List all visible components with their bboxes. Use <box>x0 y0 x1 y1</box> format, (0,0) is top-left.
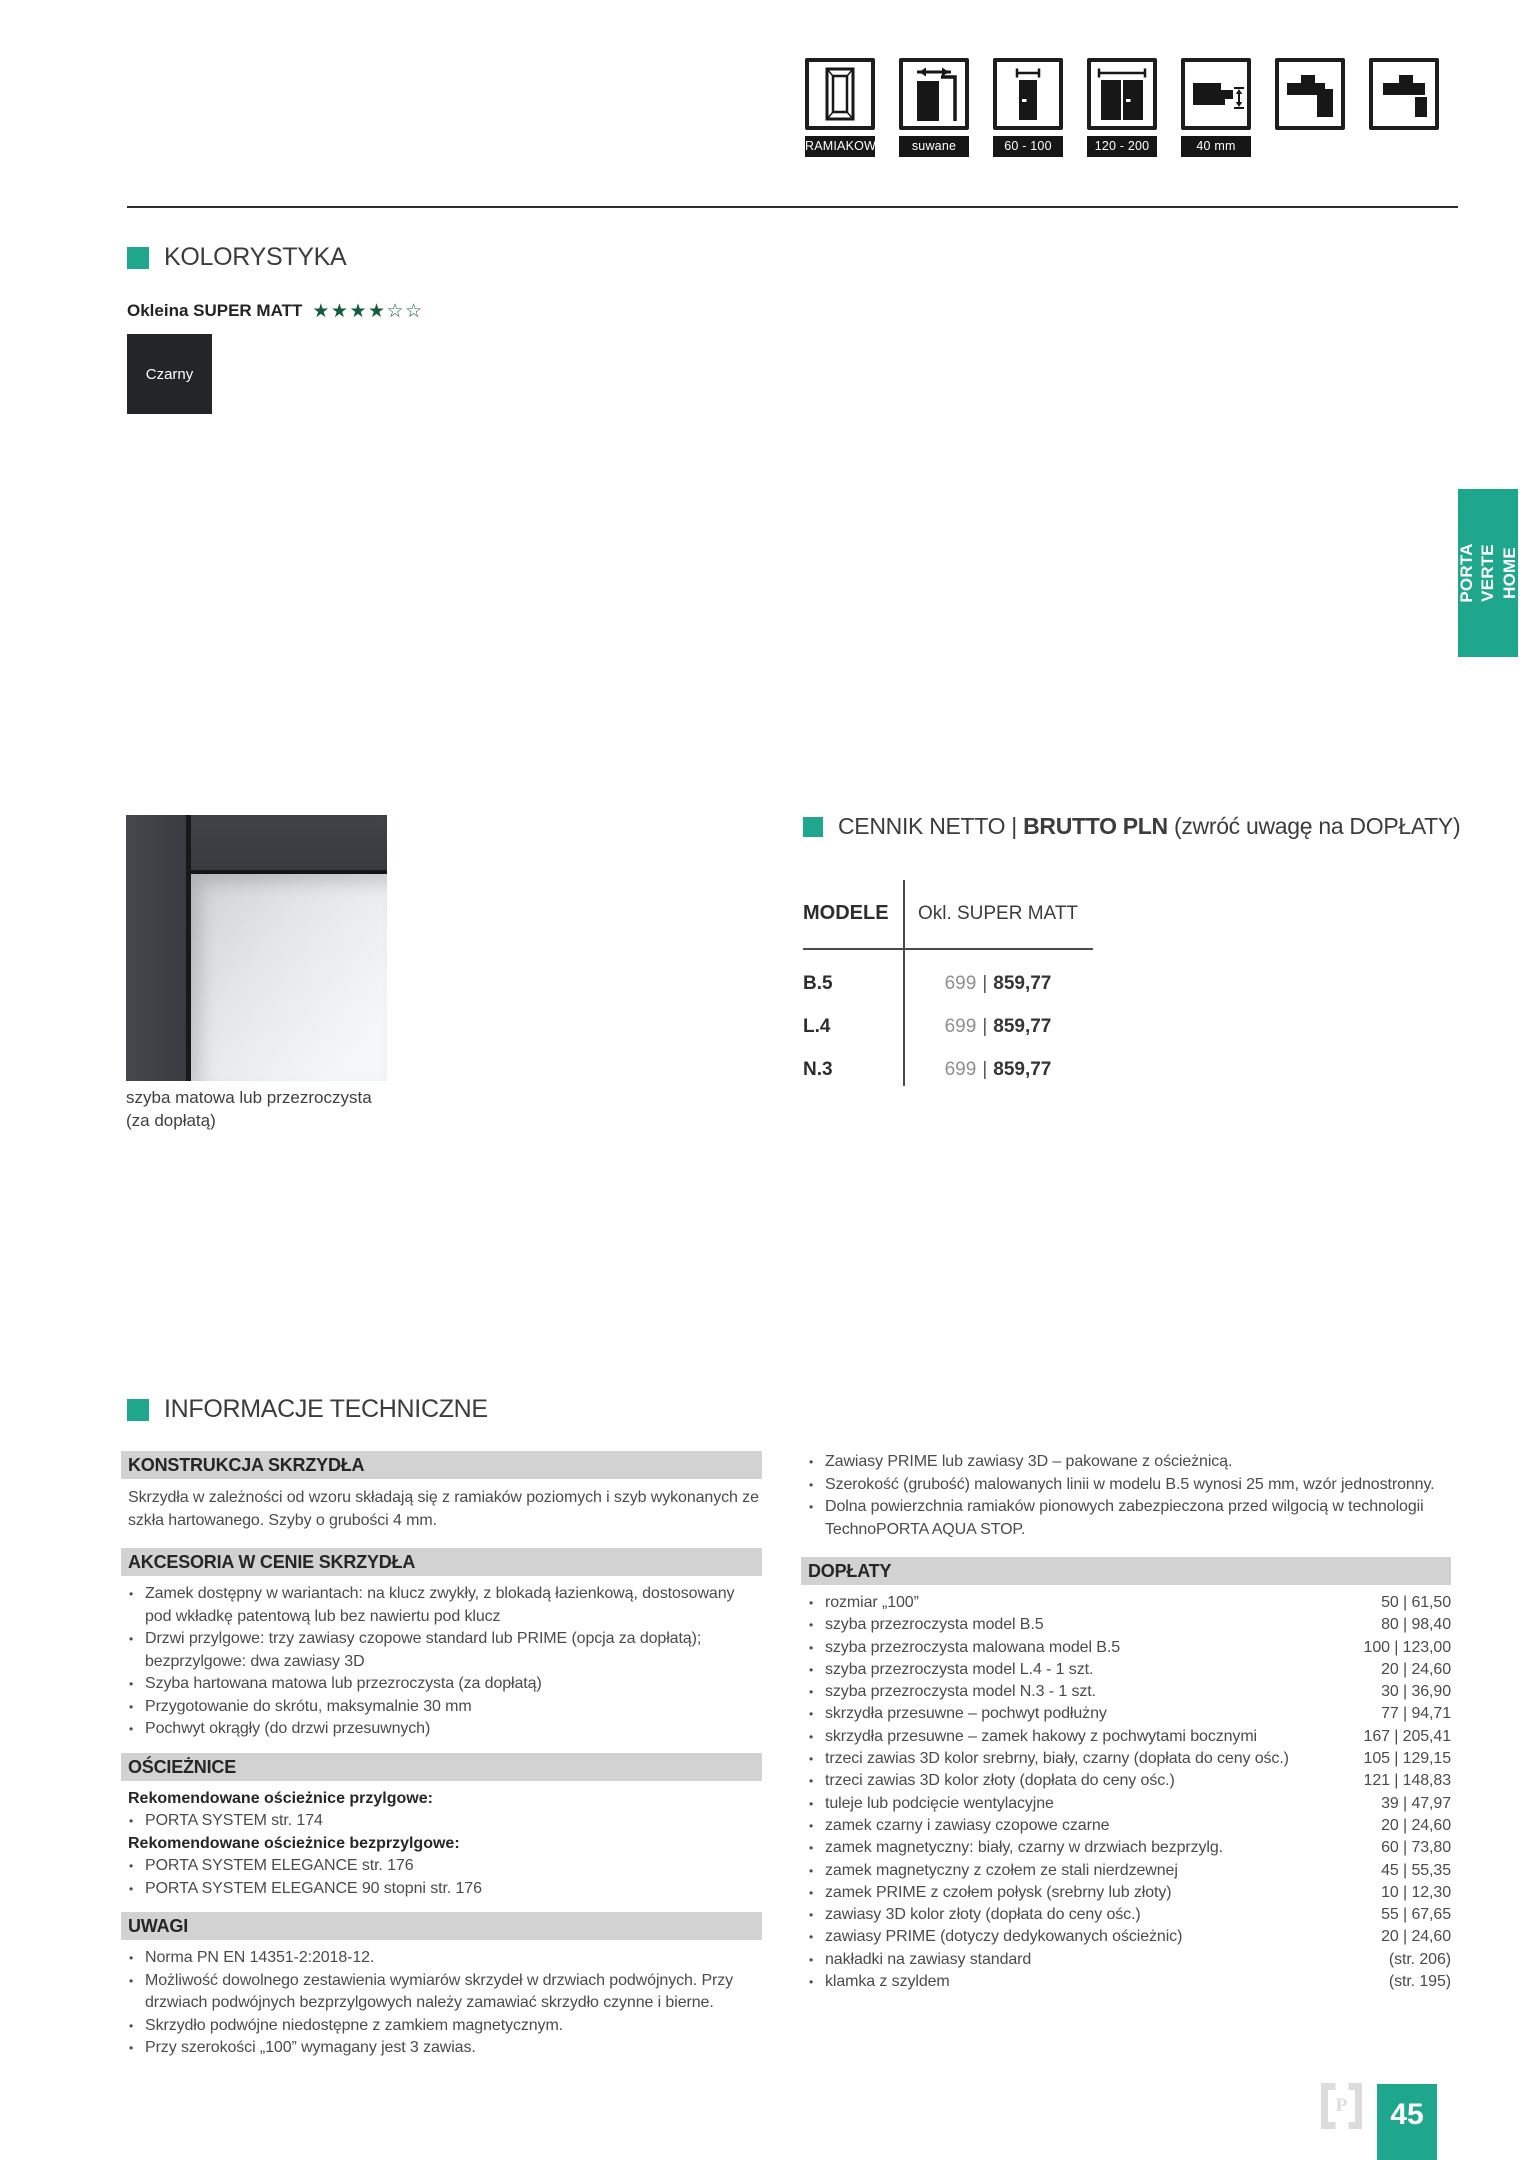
model-cell: L.4 <box>803 1015 831 1037</box>
door-left-stile <box>126 815 186 1081</box>
door-glass-pane <box>191 874 387 1081</box>
list-item: • PORTA SYSTEM ELEGANCE str. 176 <box>128 1855 762 1878</box>
doplaty-price: 80 | 98,40 <box>1381 1616 1451 1634</box>
doplaty-price: 20 | 24,60 <box>1381 1816 1451 1834</box>
banner-doplaty: DOPŁATY <box>801 1557 1451 1585</box>
doplaty-price: 10 | 12,30 <box>1381 1883 1451 1901</box>
doplaty-label: • trzeci zawias 3D kolor srebrny, biały, czarny (dopłata do ceny ośc.) <box>808 1748 1289 1770</box>
veneer-rating-line <box>127 301 424 321</box>
doplaty-row <box>808 1637 1451 1659</box>
list-item: • Zamek dostępny w wariantach: na klucz zwykły, z blokadą łazienkową, dostosowany pod wkładkę patentową lub bez nawiertu pod klucz <box>128 1583 762 1628</box>
stars-filled: ★★★★ <box>312 300 387 322</box>
side-tab-line1: PORTA VERTE <box>1457 543 1498 603</box>
banner-akcesoria: AKCESORIA W CENIE SKRZYDŁA <box>121 1548 762 1576</box>
price-separator: | <box>982 1015 988 1037</box>
section-divider-line <box>127 206 1458 208</box>
price-cell <box>903 1016 1093 1038</box>
doplaty-price: 167 | 205,41 <box>1363 1727 1451 1745</box>
door-feature-icons-row <box>805 58 1439 157</box>
doplaty-label: • zamek magnetyczny z czołem ze stali nierdzewnej <box>808 1860 1178 1882</box>
table-row <box>803 1048 1093 1091</box>
section-accent-square <box>127 1399 149 1421</box>
doplaty-price: 121 | 148,83 <box>1363 1772 1451 1790</box>
doplaty-row <box>808 1860 1451 1882</box>
model-cell: B.5 <box>803 972 833 994</box>
doplaty-row <box>808 1703 1451 1725</box>
section-title: INFORMACJE TECHNICZNE <box>164 1395 488 1423</box>
doplaty-price: (str. 206) <box>1388 1950 1451 1968</box>
oscieznice-group2-title: Rekomendowane ościeżnice bezprzylgowe: <box>128 1834 460 1852</box>
doplaty-label: • nakładki na zawiasy standard <box>808 1949 1031 1971</box>
doplaty-list <box>808 1592 1451 1993</box>
gross-price: 859,77 <box>993 972 1052 994</box>
doplaty-row <box>808 1882 1451 1904</box>
doplaty-row <box>808 1770 1451 1792</box>
door-stile-seam <box>186 815 191 1081</box>
series-side-tab <box>1458 489 1518 657</box>
section-title: KOLORYSTYKA <box>164 243 347 271</box>
frame-construction-icon <box>805 58 875 130</box>
cennik-title-bold: BRUTTO PLN <box>1023 813 1168 839</box>
list-item: • PORTA SYSTEM ELEGANCE 90 stopni str. 176 <box>128 1878 762 1901</box>
doplaty-price: 30 | 36,90 <box>1381 1683 1451 1701</box>
doplaty-price: 20 | 24,60 <box>1381 1928 1451 1946</box>
doplaty-label: • skrzydła przesuwne – zamek hakowy z pochwytami bocznymi <box>808 1726 1257 1748</box>
cennik-section-header <box>803 813 1460 840</box>
doplaty-row <box>808 1659 1451 1681</box>
section-accent-square <box>803 817 823 837</box>
caption-line2: (za dopłatą) <box>126 1110 216 1130</box>
table-row <box>803 1005 1093 1048</box>
side-tab-line2: HOME <box>1499 547 1519 599</box>
price-cell <box>903 1059 1093 1081</box>
icon-label: 120 - 200 <box>1087 136 1157 157</box>
list-item: • Skrzydło podwójne niedostępne z zamkiem magnetycznym. <box>128 2015 762 2038</box>
net-price: 699 <box>944 1015 977 1037</box>
doplaty-label: • zawiasy 3D kolor złoty (dopłata do ceny ośc.) <box>808 1904 1141 1926</box>
caption-line1: szyba matowa lub przezroczysta <box>126 1088 372 1107</box>
section-accent-square <box>127 247 149 269</box>
page-number-block <box>1377 2084 1437 2160</box>
list-item: • Norma PN EN 14351-2:2018-12. <box>128 1947 762 1970</box>
door-photo-caption <box>126 1087 372 1133</box>
side-tab-text <box>1458 543 1518 603</box>
doplaty-label: • zamek czarny i zawiasy czopowe czarne <box>808 1815 1109 1837</box>
doplaty-row <box>808 1793 1451 1815</box>
konstrukcja-text: Skrzydła w zależności od wzoru składają się z ramiaków poziomych i szyb wykonanych ze szkła hartowanego. Szyby o grubości 4 mm. <box>128 1489 759 1529</box>
technical-left-column <box>121 1451 762 2060</box>
cennik-title-suffix: (zwróć uwagę na DOPŁATY) <box>1167 813 1461 839</box>
doplaty-row <box>808 1815 1451 1837</box>
table-body <box>803 962 1093 1091</box>
doplaty-row <box>808 1748 1451 1770</box>
star-rating <box>312 302 423 321</box>
sliding-door-icon <box>899 58 969 130</box>
doplaty-price: 45 | 55,35 <box>1381 1861 1451 1879</box>
door-top-rail <box>191 815 387 870</box>
list-item: • Pochwyt okrągły (do drzwi przesuwnych) <box>128 1718 762 1741</box>
price-cell <box>903 973 1093 995</box>
oscieznice-group1-title: Rekomendowane ościeżnice przylgowe: <box>128 1789 433 1807</box>
net-price: 699 <box>944 972 977 994</box>
doplaty-row <box>808 1614 1451 1636</box>
page-number: 45 <box>1390 2098 1424 2131</box>
list-item: • PORTA SYSTEM str. 174 <box>128 1810 762 1833</box>
uwagi-list <box>128 1947 762 2060</box>
icon-cell-profile-a <box>1275 58 1345 157</box>
list-item: • Możliwość dowolnego zestawienia wymiarów skrzydeł w drzwiach podwójnych. Przy drzwiach podwójnych bezprzylgowych należy zamawiać skrzydło czynne i bierne. <box>128 1970 762 2015</box>
doplaty-price: (str. 195) <box>1388 1973 1451 1991</box>
doplaty-label: • skrzydła przesuwne – pochwyt podłużny <box>808 1703 1107 1725</box>
icon-label: suwane <box>899 136 969 157</box>
doplaty-price: 55 | 67,65 <box>1381 1906 1451 1924</box>
doplaty-price: 50 | 61,50 <box>1381 1594 1451 1611</box>
technical-right-column <box>801 1451 1451 1993</box>
net-price: 699 <box>944 1058 977 1080</box>
doplaty-label: • klamka z szyldem <box>808 1971 950 1993</box>
right-notes-list <box>808 1451 1451 1541</box>
doplaty-label: • zamek magnetyczny: biały, czarny w drzwiach bezprzylg. <box>808 1837 1223 1859</box>
doplaty-price: 105 | 129,15 <box>1363 1750 1451 1768</box>
informacje-section-header <box>127 1395 488 1424</box>
banner-konstrukcja: KONSTRUKCJA SKRZYDŁA <box>121 1451 762 1479</box>
doplaty-label: • trzeci zawias 3D kolor złoty (dopłata do ceny ośc.) <box>808 1770 1175 1792</box>
doplaty-label: • szyba przezroczysta model N.3 - 1 szt. <box>808 1681 1096 1703</box>
doplaty-price: 39 | 47,97 <box>1381 1794 1451 1812</box>
doplaty-price: 60 | 73,80 <box>1381 1839 1451 1857</box>
table-horizontal-rule <box>803 948 1093 950</box>
kolorystyka-section-header <box>127 243 346 272</box>
doplaty-price: 20 | 24,60 <box>1381 1660 1451 1678</box>
icon-label: 60 - 100 <box>993 136 1063 157</box>
doplaty-row <box>808 1837 1451 1859</box>
single-door-width-icon <box>993 58 1063 130</box>
icon-cell-120-200 <box>1087 58 1157 157</box>
non-rebated-edge-profile-icon <box>1369 58 1439 130</box>
icon-cell-ramiakowe <box>805 58 885 157</box>
table-row <box>803 962 1093 1005</box>
doplaty-row <box>808 1926 1451 1948</box>
swatch-label: Czarny <box>145 365 194 383</box>
model-cell: N.3 <box>803 1058 833 1080</box>
list-item: • Zawiasy PRIME lub zawiasy 3D – pakowane z ościeżnicą. <box>808 1451 1451 1474</box>
oscieznice-group1-list <box>128 1810 762 1833</box>
icon-cell-60-100 <box>993 58 1063 157</box>
color-swatch-czarny <box>127 334 212 414</box>
doplaty-price: 100 | 123,00 <box>1363 1638 1451 1656</box>
porta-logo-letter: P <box>1335 2095 1348 2116</box>
doplaty-label: • rozmiar „100” <box>808 1592 919 1614</box>
list-item: • Drzwi przylgowe: trzy zawiasy czopowe standard lub PRIME (opcja za dopłatą); bezprzylgowe: dwa zawiasy 3D <box>128 1628 762 1673</box>
oscieznice-group2-list <box>128 1855 762 1900</box>
doplaty-label: • zamek PRIME z czołem połysk (srebrny lub złoty) <box>808 1882 1172 1904</box>
doplaty-row <box>808 1971 1451 1993</box>
icon-label: RAMIAKOWE <box>805 136 875 157</box>
col-header-okleina: Okl. SUPER MATT <box>917 902 1079 924</box>
doplaty-row <box>808 1592 1451 1614</box>
cennik-title-prefix: CENNIK NETTO | <box>838 813 1024 839</box>
price-separator: | <box>982 1058 988 1080</box>
icon-cell-40mm <box>1181 58 1251 157</box>
list-item: • Dolna powierzchnia ramiaków pionowych zabezpieczona przed wilgocią w technologii TechnoPORTA AQUA STOP. <box>808 1496 1451 1541</box>
door-rail-seam <box>191 870 387 874</box>
akcesoria-list <box>128 1583 762 1741</box>
price-table <box>803 880 1093 1086</box>
door-corner-photo <box>126 815 387 1081</box>
stars-empty: ☆☆ <box>386 300 424 322</box>
doplaty-label: • szyba przezroczysta model L.4 - 1 szt. <box>808 1659 1093 1681</box>
double-door-width-icon <box>1087 58 1157 130</box>
list-item: • Szyba hartowana matowa lub przezroczysta (za dopłatą) <box>128 1673 762 1696</box>
price-separator: | <box>982 972 988 994</box>
doplaty-label: • tuleje lub podcięcie wentylacyjne <box>808 1793 1054 1815</box>
gross-price: 859,77 <box>993 1058 1052 1080</box>
table-header-row <box>803 902 1093 925</box>
porta-logo <box>1321 2083 1362 2129</box>
veneer-label: Okleina SUPER MATT <box>127 301 303 320</box>
icon-cell-profile-b <box>1369 58 1439 157</box>
rebated-edge-profile-icon <box>1275 58 1345 130</box>
list-item: • Przygotowanie do skrótu, maksymalnie 30 mm <box>128 1696 762 1719</box>
banner-uwagi: UWAGI <box>121 1912 762 1940</box>
doplaty-label: • szyba przezroczysta model B.5 <box>808 1614 1044 1636</box>
list-item: • Przy szerokości „100” wymagany jest 3 zawias. <box>128 2037 762 2060</box>
cennik-title <box>838 813 1460 840</box>
doplaty-row <box>808 1726 1451 1748</box>
doplaty-row <box>808 1681 1451 1703</box>
doplaty-label: • zawiasy PRIME (dotyczy dedykowanych ościeżnic) <box>808 1926 1182 1948</box>
gross-price: 859,77 <box>993 1015 1052 1037</box>
door-thickness-icon <box>1181 58 1251 130</box>
col-header-modele: MODELE <box>803 902 889 924</box>
doplaty-row <box>808 1904 1451 1926</box>
icon-label: 40 mm <box>1181 136 1251 157</box>
doplaty-price: 77 | 94,71 <box>1381 1705 1451 1723</box>
list-item: • Szerokość (grubość) malowanych linii w modelu B.5 wynosi 25 mm, wzór jednostronny. <box>808 1474 1451 1497</box>
doplaty-label: • szyba przezroczysta malowana model B.5 <box>808 1637 1120 1659</box>
doplaty-row <box>808 1949 1451 1971</box>
banner-oscieznice: OŚCIEŻNICE <box>121 1753 762 1781</box>
icon-cell-suwane <box>899 58 969 157</box>
